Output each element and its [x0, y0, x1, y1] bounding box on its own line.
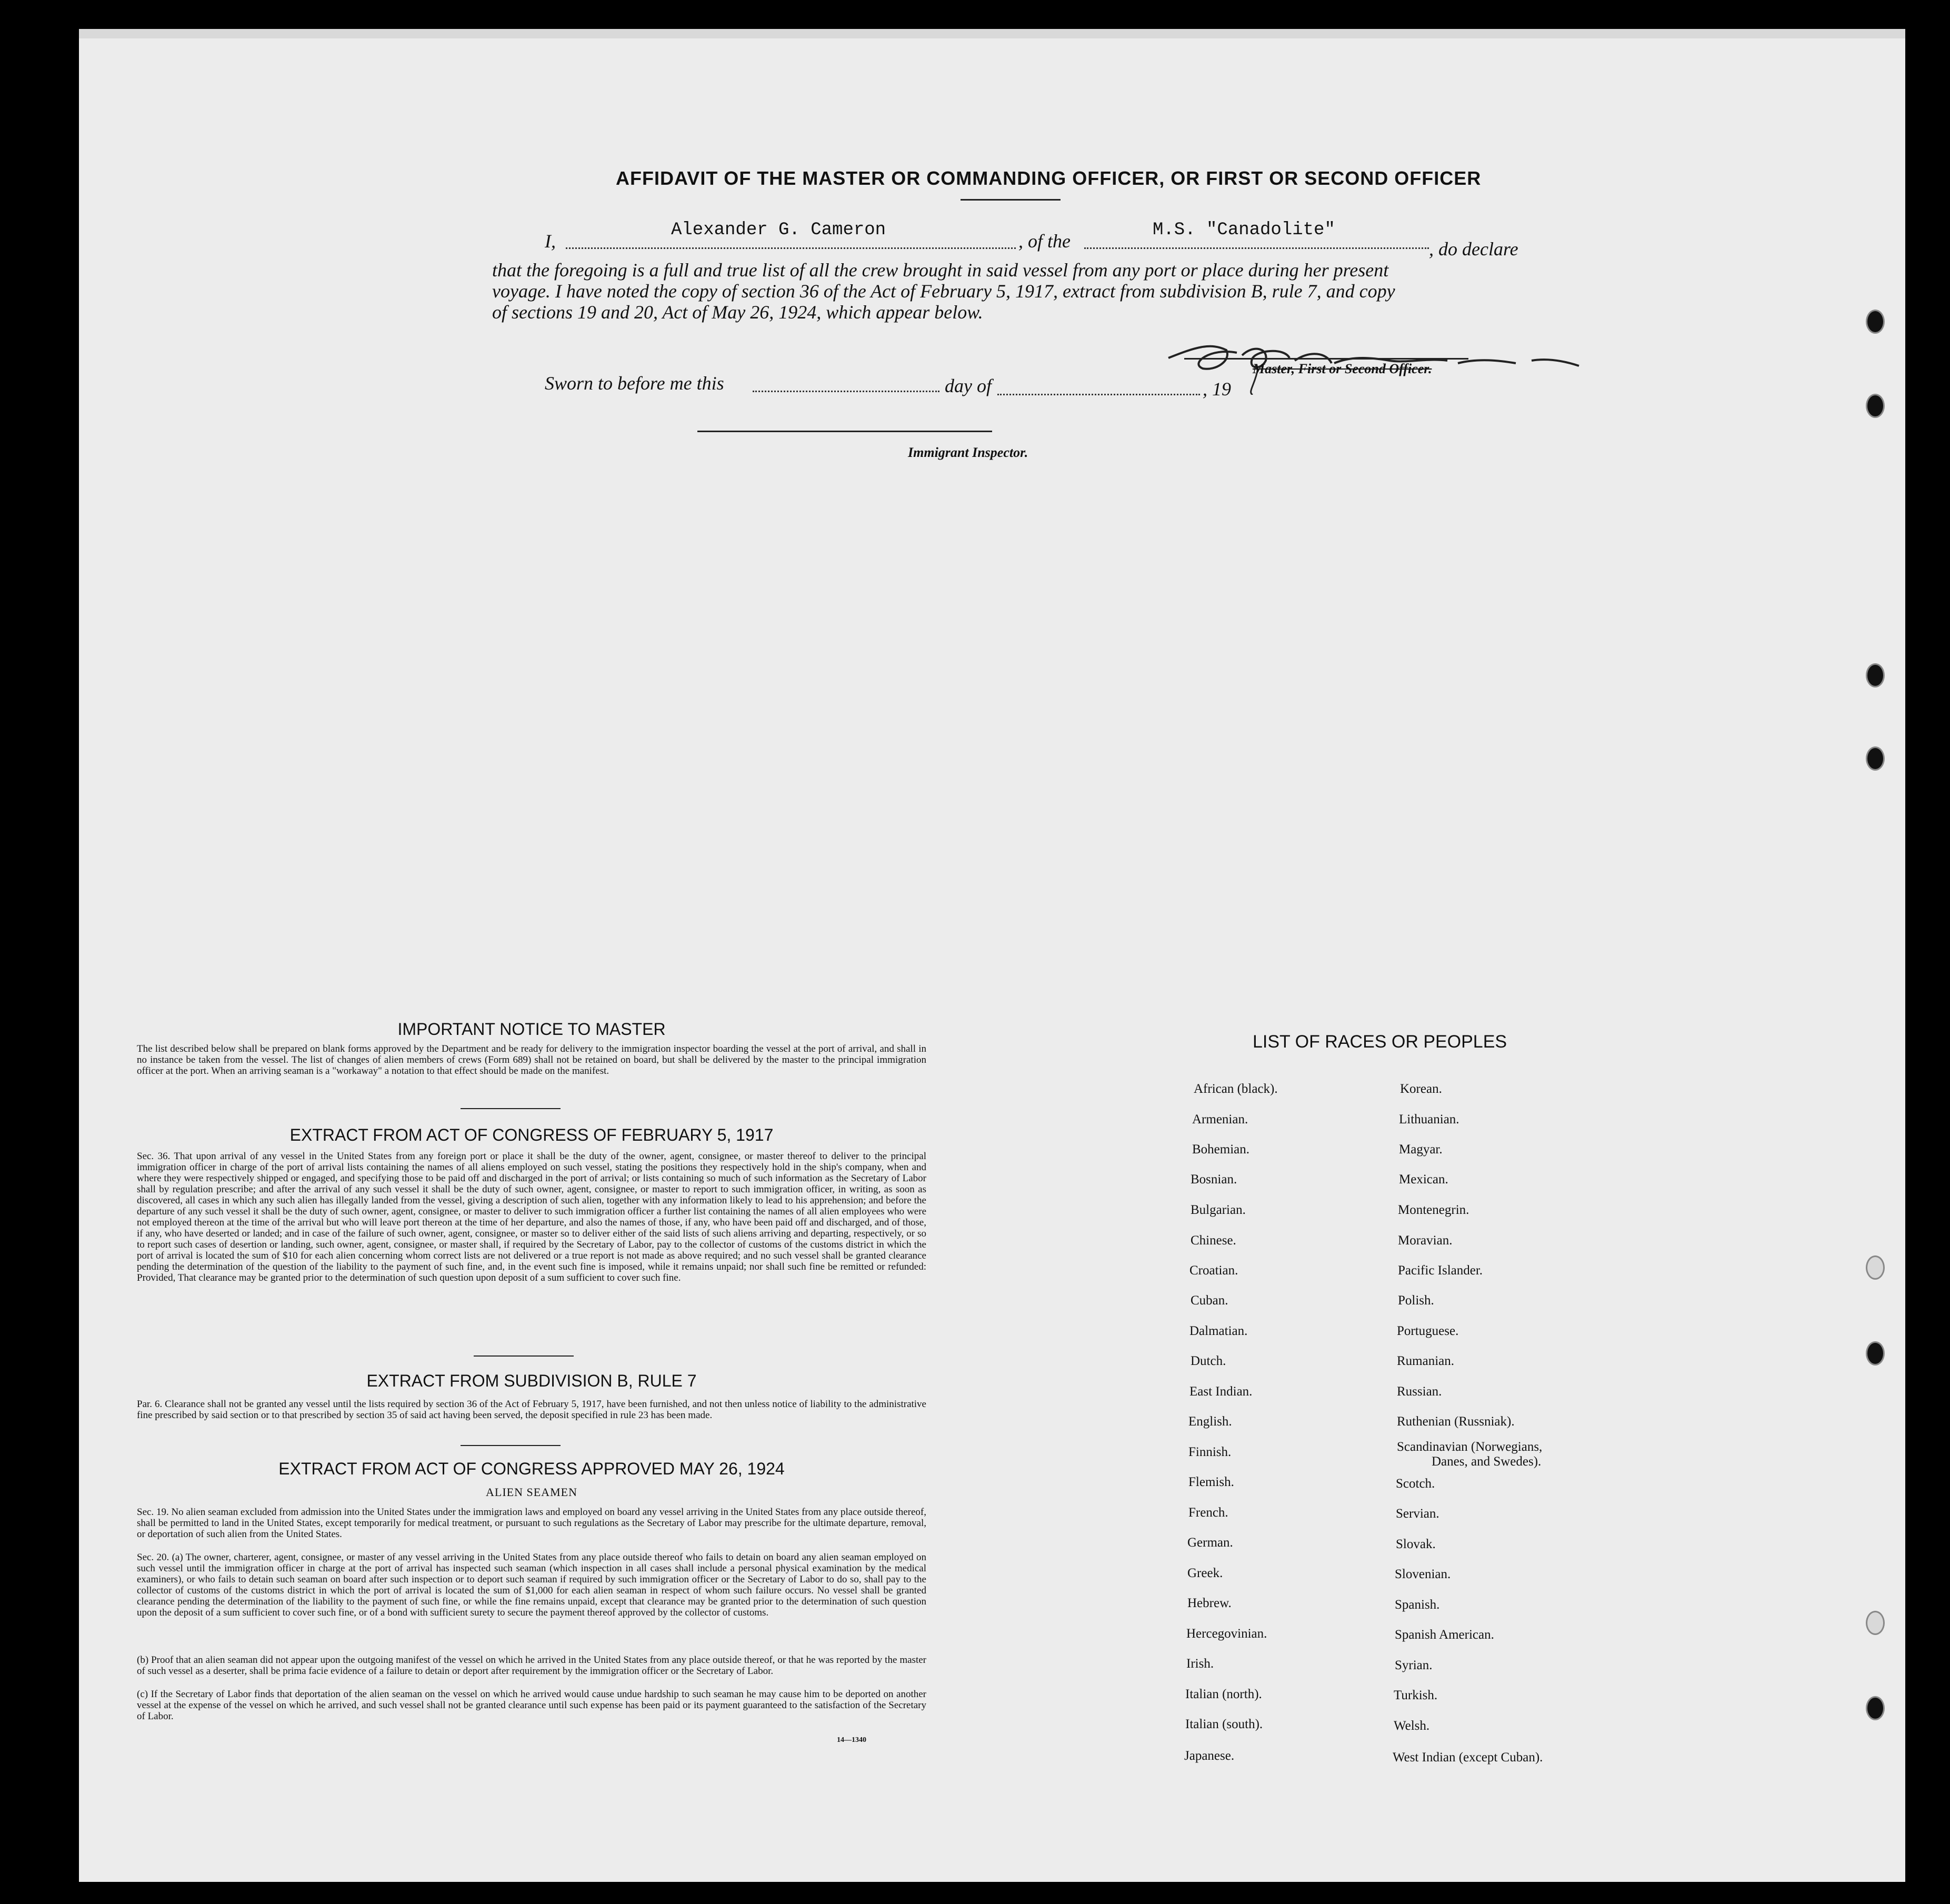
race-left-item: English. [1188, 1414, 1232, 1429]
race-left-item: Hercegovinian. [1186, 1627, 1267, 1641]
extract-1917-title: EXTRACT FROM ACT OF CONGRESS OF FEBRUARY 5, 1917 [289, 1125, 774, 1144]
do-declare-label: , do declare [1429, 238, 1518, 260]
signature-caption: Master, First or Second Officer. [1253, 361, 1432, 376]
inspector-signature-line [697, 431, 992, 432]
races-title: LIST OF RACES OR PEOPLES [1253, 1032, 1507, 1052]
section-20a-text: Sec. 20. (a) The owner, charterer, agent, consignee, or master of any vessel arriving in the United States from any place outside thereof who fails to detain on board any alien seaman employed on such vessel until the immigration officer in charge at the port of arrival has inspected such seaman (which inspection in all cases shall include a personal physical examination by the medical examiners), or who fails to detain such seaman on board after such inspection or to deport such seaman if required by such immigration officer or the Secretary of Labor to do so, shall pay to the collector of customs of the customs district in which the port of arrival is located the sum of $1,000 for each alien seaman in respect of whom such failure occurs. No vessel shall be granted clearance pending the determination of the liability to the payment of such fine, or while the fine remains unpaid, except that clearance may be granted prior to the determination of such question upon the deposit of a sum sufficient to cover such fine, or of a bond with sufficient surety to secure the payment thereof approved by the collector of customs. [137, 1552, 926, 1618]
sworn-month-blank [997, 394, 1200, 395]
binder-hole [1866, 746, 1885, 771]
race-left-item: Chinese. [1191, 1233, 1236, 1248]
race-right-item: Moravian. [1398, 1233, 1453, 1248]
of-the-label: , of the [1018, 231, 1071, 252]
section-20b-text: (b) Proof that an alien seaman did not appear upon the outgoing manifest of the vessel on which he arrived in the United States from any place outside thereof, or that he was reported by the master of such vessel as a deserter, shall be prima facie evidence of a failure to detain or deport after requirement by the immigration officer or the Secretary of Labor. [137, 1654, 926, 1677]
notice-title: IMPORTANT NOTICE TO MASTER [397, 1020, 666, 1039]
race-left-item: Bulgarian. [1191, 1203, 1246, 1217]
affidavit-i: I, [545, 231, 556, 252]
race-left-item: Irish. [1186, 1657, 1214, 1671]
rule7-divider [461, 1445, 561, 1446]
vessel-name: M.S. "Canadolite" [1153, 220, 1335, 240]
extract-1924-title: EXTRACT FROM ACT OF CONGRESS APPROVED MAY 26, 1924 [278, 1459, 785, 1478]
race-right-item: Magyar. [1399, 1142, 1443, 1157]
binder-hole [1866, 310, 1885, 334]
title-divider [961, 199, 1061, 201]
binder-hole [1866, 1696, 1885, 1720]
extract-1917-divider [474, 1355, 574, 1357]
notice-divider [461, 1108, 561, 1109]
race-right-item: Slovenian. [1395, 1567, 1451, 1581]
alien-seamen-subtitle: ALIEN SEAMEN [486, 1486, 577, 1499]
race-right-item: Montenegrin. [1398, 1203, 1469, 1217]
race-left-item: Finnish. [1188, 1445, 1232, 1459]
section-20c-text: (c) If the Secretary of Labor finds that deportation of the alien seaman on the vessel on which he arrived would cause undue hardship to such seaman he may cause him to be deported on another vessel at the expense of the vessel on which he arrived, and such vessel shall not be granted clearance until such expense has been paid or its payment guaranteed to the satisfaction of the Secretary of Labor. [137, 1689, 926, 1722]
race-right-item: Lithuanian. [1399, 1112, 1459, 1127]
inspector-caption: Immigrant Inspector. [908, 445, 1028, 460]
name-blank [566, 247, 1016, 249]
race-left-item: Italian (south). [1185, 1717, 1263, 1731]
race-left-item: Croatian. [1189, 1263, 1238, 1278]
race-left-item: East Indian. [1189, 1384, 1253, 1399]
race-left-item: French. [1188, 1506, 1228, 1520]
race-right-item: Syrian. [1395, 1658, 1433, 1672]
race-right-item: Korean. [1400, 1082, 1442, 1096]
race-right-item: Slovak. [1396, 1537, 1436, 1551]
notice-text: The list described below shall be prepared on blank forms approved by the Department and be ready for delivery to the immigration inspector boarding the vessel at the port of arrival, and shall in no instance be taken from the vessel. The list of changes of alien members of crews (Form 689) shall not be retained on board, but shall be delivered by the master to the principal immigration officer at the port. When an arriving seaman is a "workaway" a notation to that effect should be made on the manifest. [137, 1043, 926, 1076]
form-number: 14—1340 [837, 1736, 866, 1744]
race-right-item: Danes, and Swedes). [1432, 1454, 1542, 1469]
affidavit-line-2: that the foregoing is a full and true list of all the crew brought in said vessel from any port or place during her present [492, 260, 1389, 281]
race-right-item: Russian. [1397, 1384, 1442, 1399]
race-right-item: Turkish. [1394, 1688, 1438, 1702]
extract-1917-text: Sec. 36. That upon arrival of any vessel in the United States from any foreign port or place it shall be the duty of the owner, agent, consignee, or master thereof to deliver to the principal immigration officer in charge of the port of arrival lists containing the names of all aliens employed on such vessel, stating the positions they respectively hold in the ship's company, when and where they were respectively shipped or engaged, and specifying those to be paid off and discharged in the port of arrival; or lists containing so much of such information as the Secretary of Labor shall by regulation prescribe; and after the arrival of any such vessel it shall be the duty of such owner, agent, consignee, or master to report to such immigration officer, in writing, as soon as discovered, all cases in which any such alien has illegally landed from the vessel, giving a description of such alien, together with any information likely to lead to his apprehension; and before the departure of any such vessel it shall be the duty of such owner, agent, consignee, or master to deliver to such immigration officer a further list containing the names of all alien employees who were not employed thereon at the time of the arrival but who will leave port thereon at the time of her departure, and also the names of those, if any, who have been paid off and discharged, and of those, if any, who have deserted or landed; and in case of the failure of such owner, agent, consignee, or master so to deliver either of the said lists of such aliens arriving and departing, respectively, or so to report such cases of desertion or landing, such owner, agent, consignee, or master shall, if required by the Secretary of Labor, pay to the collector of customs of the customs district in which the port of arrival is located the sum of $10 for each alien concerning whom correct lists are not delivered or a true report is not made as above required; and no such vessel shall be granted clearance pending the determination of the question of the liability to the payment of such fine, and, in the event such fine is imposed, while it remains unpaid; nor shall such fine be remitted or refunded: Provided, That clearance may be granted prior to the determination of such question upon deposit of a sum sufficient to cover such fine. [137, 1151, 926, 1283]
master-name: Alexander G. Cameron [671, 220, 886, 240]
race-left-item: Armenian. [1192, 1112, 1248, 1127]
race-left-item: German. [1187, 1536, 1233, 1550]
race-left-item: Flemish. [1188, 1475, 1234, 1489]
race-left-item: Dalmatian. [1189, 1324, 1248, 1338]
sworn-day-blank [753, 391, 939, 392]
race-right-item: Spanish. [1395, 1598, 1440, 1612]
vessel-blank [1084, 247, 1429, 249]
race-left-item: Dutch. [1191, 1354, 1226, 1368]
race-left-item: Hebrew. [1187, 1596, 1232, 1610]
race-right-item: Spanish American. [1395, 1628, 1494, 1642]
signature-line [1184, 358, 1468, 360]
affidavit-line-3: voyage. I have noted the copy of section 36 of the Act of February 5, 1917, extract from subdivision B, rule 7, and copy [492, 281, 1395, 302]
affidavit-title: AFFIDAVIT OF THE MASTER OR COMMANDING OFFICER, OR FIRST OR SECOND OFFICER [616, 167, 1482, 189]
race-left-item: Bosnian. [1191, 1172, 1237, 1187]
race-right-item: Rumanian. [1397, 1354, 1455, 1368]
race-right-item: West Indian (except Cuban). [1393, 1750, 1543, 1765]
affidavit-line-4: of sections 19 and 20, Act of May 26, 1924, which appear below. [492, 302, 983, 323]
race-left-item: Bohemian. [1192, 1142, 1250, 1157]
binder-hole [1866, 394, 1885, 418]
race-right-item: Scotch. [1396, 1477, 1435, 1491]
race-right-item: Welsh. [1394, 1719, 1430, 1733]
binder-hole [1866, 1611, 1885, 1635]
binder-hole [1866, 663, 1885, 687]
race-right-item: Ruthenian (Russniak). [1397, 1414, 1515, 1429]
race-right-item: Polish. [1398, 1293, 1434, 1308]
race-left-item: Cuban. [1191, 1293, 1228, 1308]
day-of-label: day of [945, 375, 992, 396]
year-label: , 19 [1203, 378, 1231, 400]
race-right-item: Mexican. [1399, 1172, 1448, 1187]
binder-hole [1866, 1255, 1885, 1280]
race-left-item: Japanese. [1184, 1749, 1235, 1763]
race-left-item: Italian (north). [1185, 1687, 1262, 1701]
race-left-item: Greek. [1187, 1566, 1223, 1580]
rule7-title: EXTRACT FROM SUBDIVISION B, RULE 7 [366, 1371, 697, 1390]
race-right-item: Portuguese. [1397, 1324, 1459, 1338]
rule7-text: Par. 6. Clearance shall not be granted any vessel until the lists required by section 36 of the Act of February 5, 1917, have been furnished, and not then unless notice of liability to the administrative fine prescribed by said section or to that prescribed by section 35 of said act having been served, the deposit specified in rule 23 has been made. [137, 1399, 926, 1421]
race-right-item: Pacific Islander. [1398, 1263, 1483, 1278]
race-left-item: African (black). [1194, 1082, 1278, 1096]
race-right-item: Scandinavian (Norwegians, [1397, 1440, 1543, 1454]
section-19-text: Sec. 19. No alien seaman excluded from admission into the United States under the immigration laws and employed on board any vessel arriving in the United States from any place outside thereof, shall be permitted to land in the United States, except temporarily for medical treatment, or pursuant to such regulations as the Secretary of Labor may prescribe for the ultimate departure, removal, or deportation of such alien from the United States. [137, 1507, 926, 1540]
race-right-item: Servian. [1396, 1507, 1439, 1521]
sworn-label: Sworn to before me this [545, 373, 724, 394]
sheet-top-edge [79, 29, 1905, 38]
binder-hole [1866, 1341, 1885, 1365]
